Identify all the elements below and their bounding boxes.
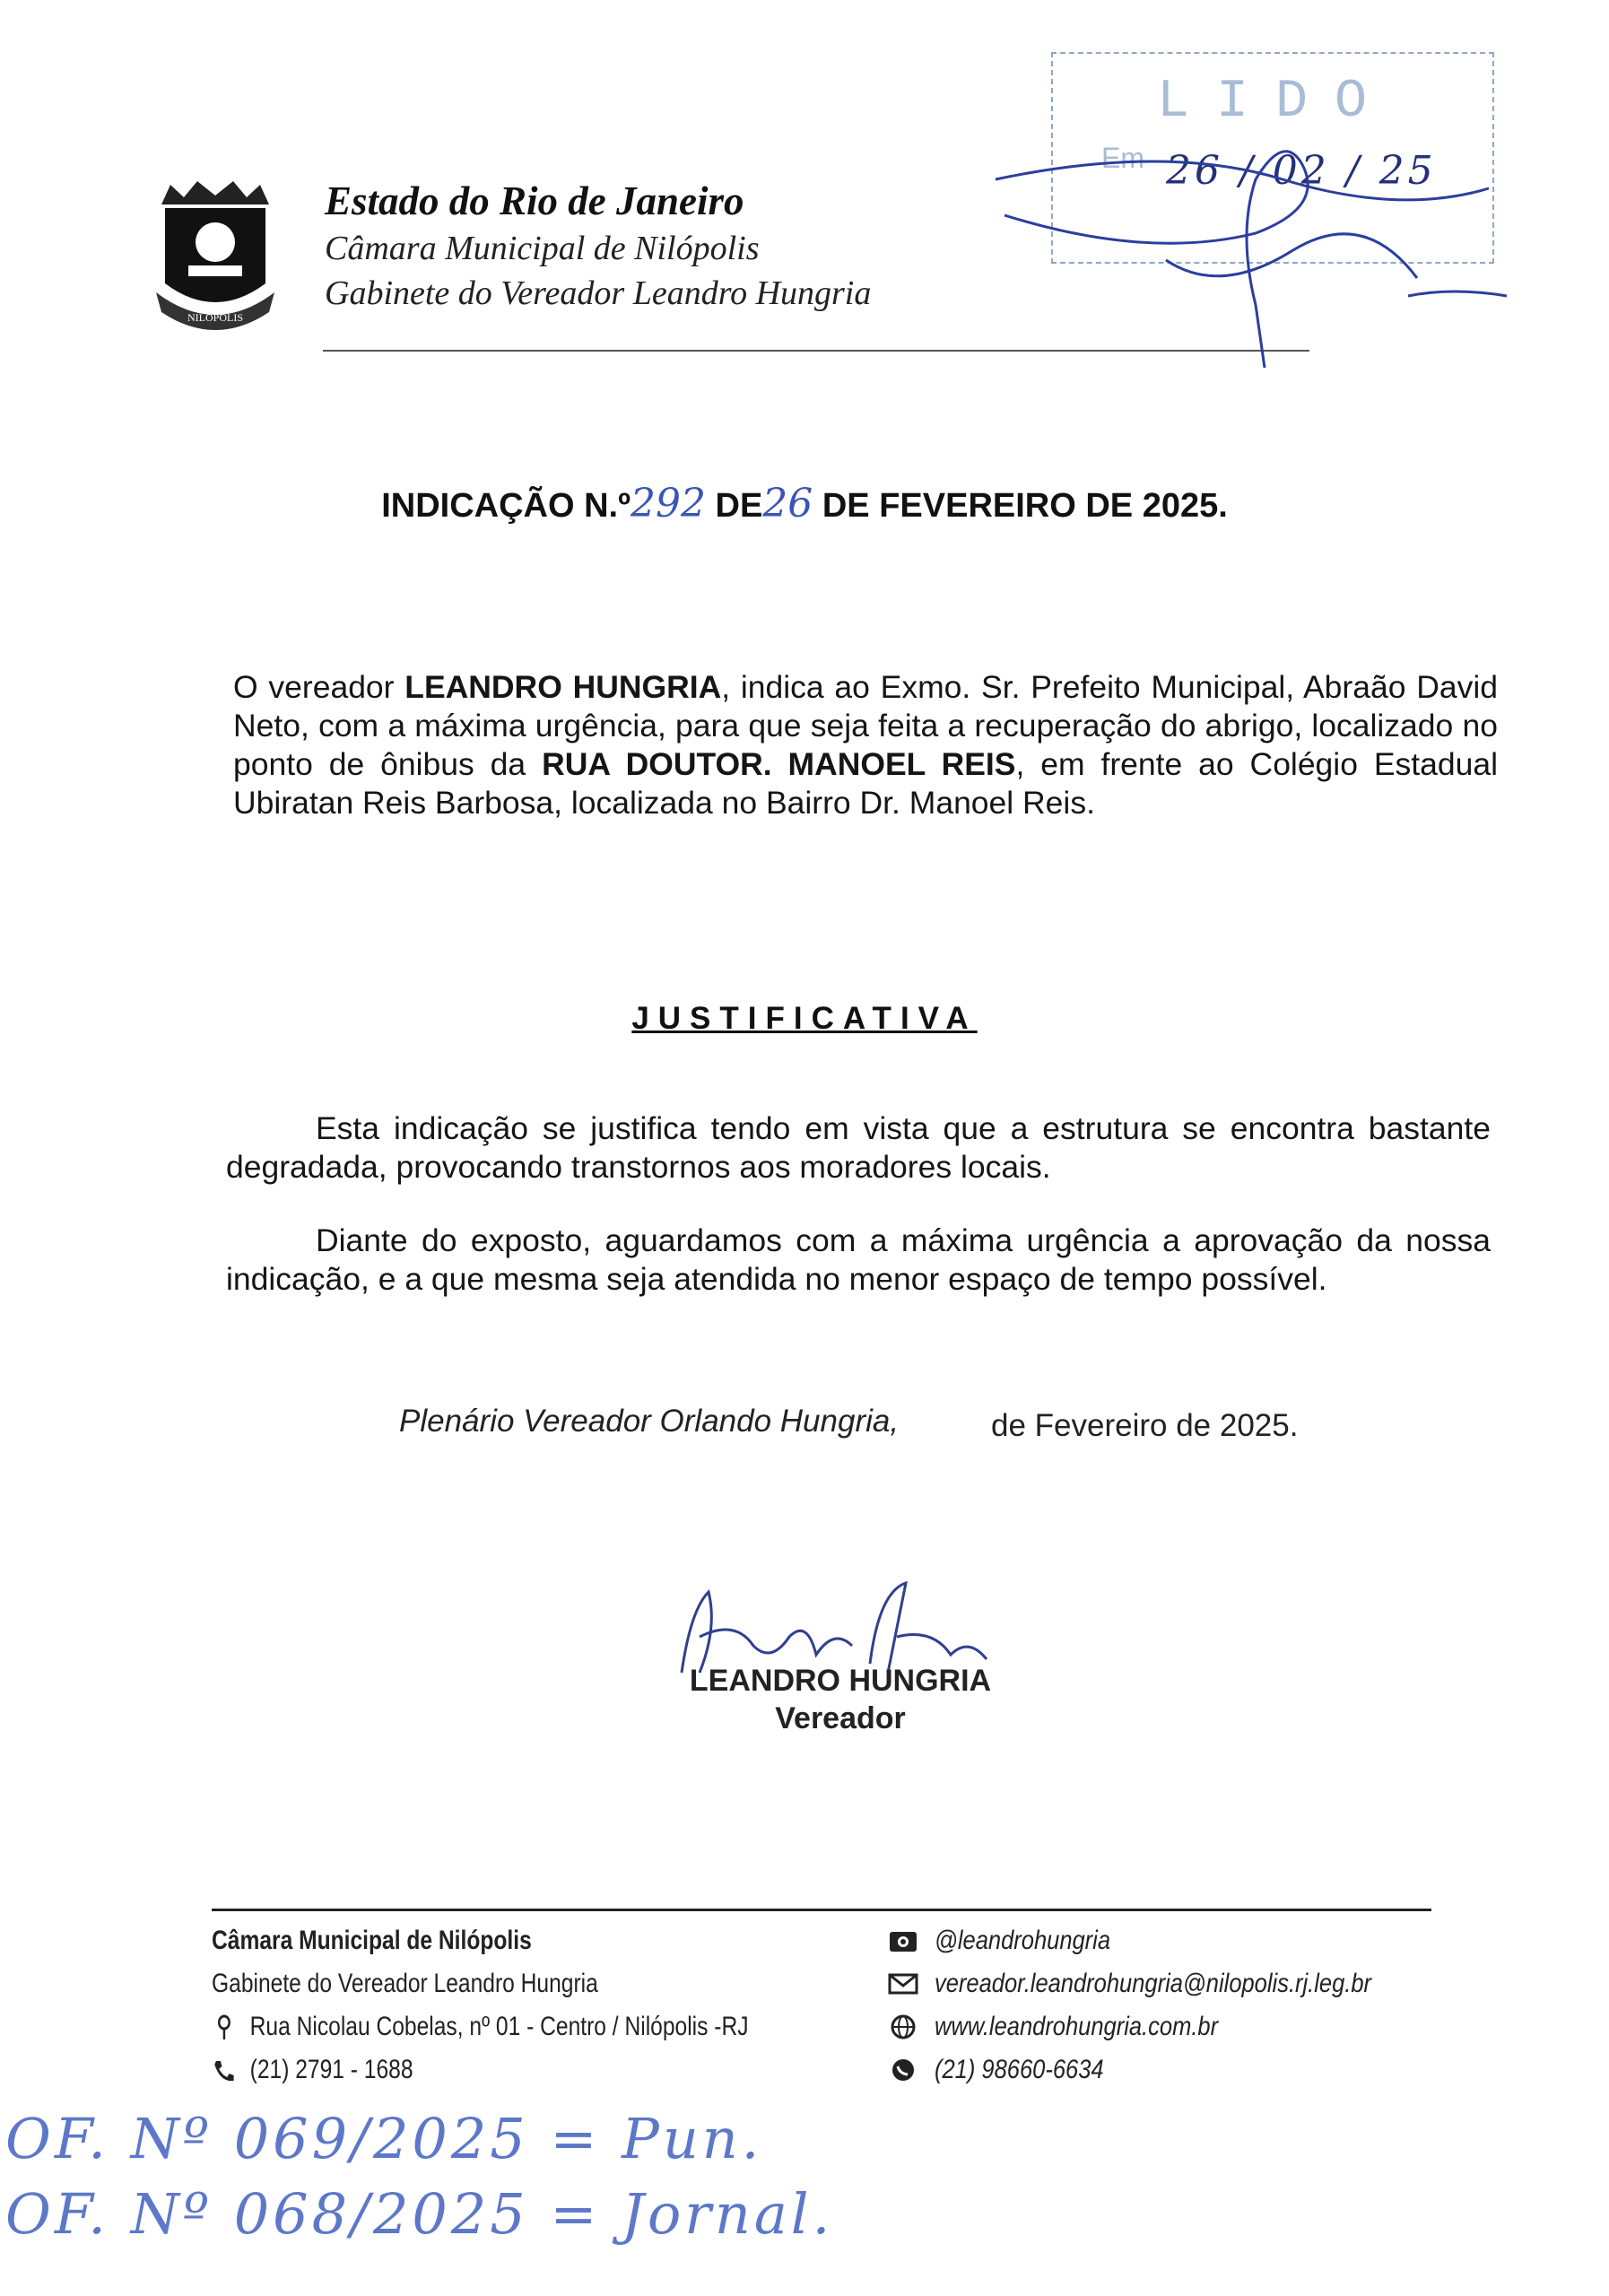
header-chamber: Câmara Municipal de Nilópolis <box>325 230 760 267</box>
email-icon <box>888 1971 918 1996</box>
municipal-crest-icon <box>152 178 278 339</box>
justification-paragraph-1: Esta indicação se justifica tendo em vista que a estrutura se encontra bastante degradada, provocando transtornos aos moradores locais. <box>226 1110 1491 1185</box>
p1-name: LEANDRO HUNGRIA <box>404 669 722 705</box>
footer-phone: (21) 2791 - 1688 <box>249 2055 413 2084</box>
header-state: Estado do Rio de Janeiro <box>325 178 744 223</box>
instagram-icon <box>888 1928 918 1953</box>
justification-heading: JUSTIFICATIVA <box>631 1001 978 1036</box>
crest-text: NILOPOLIS <box>187 311 243 324</box>
closing-date: de Fevereiro de 2025. <box>991 1408 1299 1443</box>
stamp-em: Em <box>1101 142 1144 174</box>
p1-b: , indica ao Exmo. Sr. Prefeito Municipal, Abraão David Neto, com a máxima urgência, para que seja feita a recuperação do abrigo, localizado no ponto de ônibus da <box>233 669 1498 782</box>
stamp-date: 26 / 02 / 25 <box>1166 148 1437 194</box>
whatsapp-icon <box>888 2057 918 2083</box>
phone-icon <box>212 2057 237 2083</box>
stamp-label: LIDO <box>1157 72 1395 133</box>
signer-name: LEANDRO HUNGRIA <box>689 1664 992 1698</box>
footer-website[interactable]: www.leandrohungria.com.br <box>935 2012 1219 2041</box>
title-number: 292 <box>630 481 706 526</box>
p1-a: O vereador <box>233 669 405 705</box>
title-de: DE <box>715 487 763 525</box>
footer-instagram[interactable]: @leandrohungria <box>935 1926 1111 1955</box>
header-office: Gabinete do Vereador Leandro Hungria <box>325 274 872 312</box>
globe-icon <box>888 2014 918 2039</box>
footer-office: Gabinete do Vereador Leandro Hungria <box>212 1969 598 1998</box>
stamp-signature-icon <box>987 126 1525 377</box>
footer-whatsapp: (21) 98660-6634 <box>935 2055 1104 2084</box>
footer-contact-right <box>888 1919 1448 2092</box>
p1-street: RUA DOUTOR. MANOEL REIS <box>542 746 1016 782</box>
footer-email[interactable]: vereador.leandrohungria@nilopolis.rj.leg.br <box>935 1969 1372 1998</box>
title-suffix: DE FEVEREIRO DE 2025. <box>822 487 1228 525</box>
location-pin-icon <box>212 2014 237 2039</box>
footer-chamber: Câmara Municipal de Nilópolis <box>212 1926 532 1955</box>
document-title <box>0 481 1609 526</box>
footer-contact-left <box>212 1919 749 2092</box>
handwritten-note-2: OF. Nº 068/2025 = Jornal. <box>5 2181 834 2247</box>
justification-paragraph-2: Diante do exposto, aguardamos com a máxima urgência a aprovação da nossa indicação, e a que mesma seja atendida no menor espaço de tempo possível. <box>226 1222 1491 1297</box>
footer-divider <box>212 1909 1431 1911</box>
title-prefix: INDICAÇÃO N.º <box>381 487 631 525</box>
indication-paragraph <box>233 668 1498 822</box>
p1-c: , em frente ao Colégio Estadual Ubiratan Reis Barbosa, localizada no Bairro Dr. Manoel Reis. <box>233 746 1498 821</box>
signer-role: Vereador <box>775 1701 906 1735</box>
footer-address: Rua Nicolau Cobelas, nº 01 - Centro / Nilópolis -RJ <box>249 2012 749 2041</box>
handwritten-note-1: OF. Nº 069/2025 = Pun. <box>5 2106 763 2171</box>
closing-place: Plenário Vereador Orlando Hungria, <box>399 1404 900 1439</box>
title-day: 26 <box>762 481 813 526</box>
